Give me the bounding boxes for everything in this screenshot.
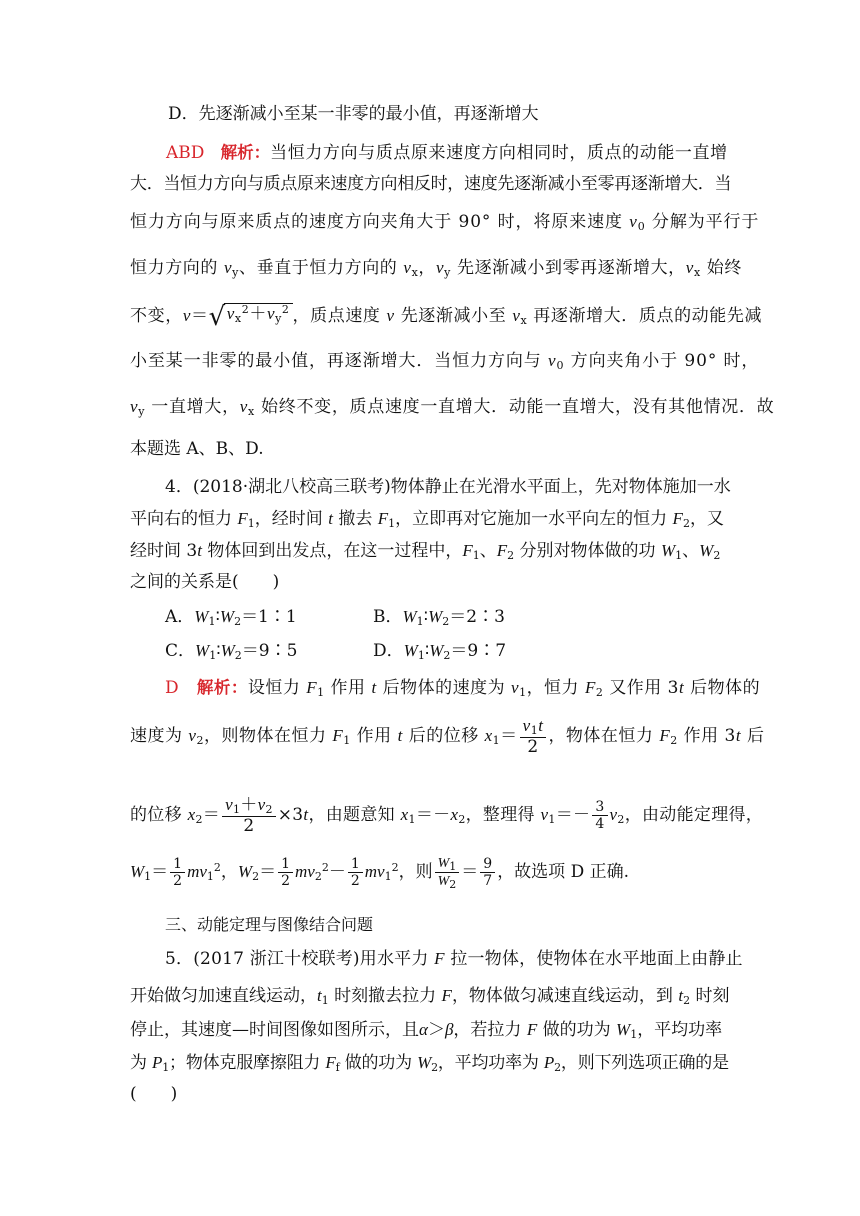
q4-stem-line3: 经时间 3t 物体回到出发点，在这一过程中，$F_1$、$F_2$ 分别对物体做的功 $W_1$、$W_2$ [130, 541, 721, 562]
q3-option-d: D．先逐渐减小至某一非零的最小值，再逐渐增大 [168, 104, 539, 124]
fraction-half: $\frac{1}{2}$ [170, 856, 185, 889]
q3-analysis-line3: 恒力方向与原来质点的速度方向夹角大于 90° 时，将原来速度 $v_0$ 分解为平行于 [130, 212, 760, 233]
q4-option-d: D．$W_1∶W_2=9∶7$ [373, 641, 507, 662]
q4-analysis-line4: $W_1=$ $\frac{1}{2}$ $mv_1^2$，$W_2=$ $\frac{1}{2}$ $mv_2^2-$ $\frac{1}{2}$ $mv_1^2$，则 $\frac{W_1}{W_2}$ ＝ $\frac{9}{7}$ ，故选项 D 正确. [130, 856, 630, 892]
q4-analysis-line2: 速度为 $v_2$，则物体在恒力 $F_1$ 作用 t 后的位移 $x_1=$ $\frac{v_1t}{2}$ ，物体在恒力 $F_2$ 作用 3t 后 [130, 716, 765, 757]
fraction-v1t-over-2: $\frac{v_1t}{2}$ [520, 716, 547, 757]
q5-stem-line4: 为 $P_1$；物体克服摩擦阻力 $F_f$ 做的功为 $W_2$，平均功率为 $P_2$，则下列选项正确的是 [130, 1053, 729, 1074]
q4-analysis-line3: 的位移 $x_2=$ $\frac{v_1+v_2}{2}$ ×3t，由题意知 $x_1=-x_2$，整理得 $v_1=-$ $\frac{3}{4}$ $v_2$，由动能定理得， [130, 795, 764, 836]
q4-option-c: C．$W_1∶W_2=9∶5$ [165, 641, 298, 662]
fraction-3-over-4: $\frac{3}{4}$ [592, 799, 607, 832]
section-heading: 三、动能定理与图像结合问题 [165, 915, 374, 934]
fraction-half: $\frac{1}{2}$ [348, 856, 363, 889]
q5-stem-line2: 开始做匀加速直线运动，$t_1$ 时刻撤去拉力 F，物体做匀减速直线运动，到 $t_2$ 时刻 [130, 986, 730, 1007]
q3-analysis-label: 解析： [220, 143, 271, 162]
q5-stem-line1: 5．(2017 浙江十校联考)用水平力 F 拉一物体，使物体在水平地面上由静止 [165, 949, 743, 969]
q5-stem-line3: 停止，其速度—时间图像如图所示，且α＞β，若拉力 F 做的功为 $W_1$，平均功率 [130, 1020, 723, 1041]
q3-analysis-line5: 不变，$v=√v_x^2+v_y^2$ ，质点速度 v 先逐渐减小至 $v_x$ 再逐渐增大．质点的动能先减 [130, 302, 763, 332]
q5-stem-line5: ( ) [130, 1084, 178, 1104]
fraction-half: $\frac{1}{2}$ [278, 856, 293, 889]
fraction-v1-plus-v2-over-2: $\frac{v_1+v_2}{2}$ [222, 795, 276, 836]
q4-option-b: B．$W_1∶W_2=2∶3$ [373, 607, 505, 628]
q4-option-a: A．$W_1∶W_2=1∶1$ [165, 607, 297, 628]
fraction-w1-over-w2: $\frac{W_1}{W_2}$ [435, 855, 460, 890]
q4-stem-line2: 平向右的恒力 $F_1$，经时间 t 撤去 $F_1$，立即再对它施加一水平向左的恒力 $F_2$，又 [130, 509, 724, 530]
q4-stem-line4: 之间的关系是( ) [130, 572, 280, 592]
q3-analysis-line1: ABD 解析：当恒力方向与质点原来速度方向相同时，质点的动能一直增 [166, 143, 728, 163]
q3-analysis-line8: 本题选 A、B、D. [130, 439, 264, 459]
q3-answer: ABD [166, 143, 205, 163]
q3-analysis-line2: 大．当恒力方向与质点原来速度方向相反时，速度先逐渐减小至零再逐渐增大．当 [130, 174, 732, 194]
q3-analysis-line4: 恒力方向的 $v_y$、垂直于恒力方向的 $v_x$，$v_y$ 先逐渐减小到零再逐渐增大，$v_x$ 始终 [130, 258, 742, 279]
q4-analysis-line1: D 解析：设恒力 $F_1$ 作用 t 后物体的速度为 $v_1$，恒力 $F_2$ 又作用 3t 后物体的 [165, 678, 761, 699]
q3-analysis-line7: $v_y$ 一直增大，$v_x$ 始终不变，质点速度一直增大．动能一直增大，没有其他情况．故 [130, 397, 775, 418]
q4-analysis-label: 解析： [196, 678, 248, 697]
fraction-9-over-7: $\frac{9}{7}$ [480, 856, 495, 889]
sqrt-expression: $√v_x^2+v_y^2$ [209, 303, 293, 330]
q4-stem-line1: 4．(2018·湖北八校高三联考)物体静止在光滑水平面上，先对物体施加一水 [165, 477, 731, 497]
q4-answer: D [165, 678, 180, 698]
q3-analysis-line6: 小至某一非零的最小值，再逐渐增大．当恒力方向与 $v_0$ 方向夹角小于 90° 时， [130, 351, 760, 372]
